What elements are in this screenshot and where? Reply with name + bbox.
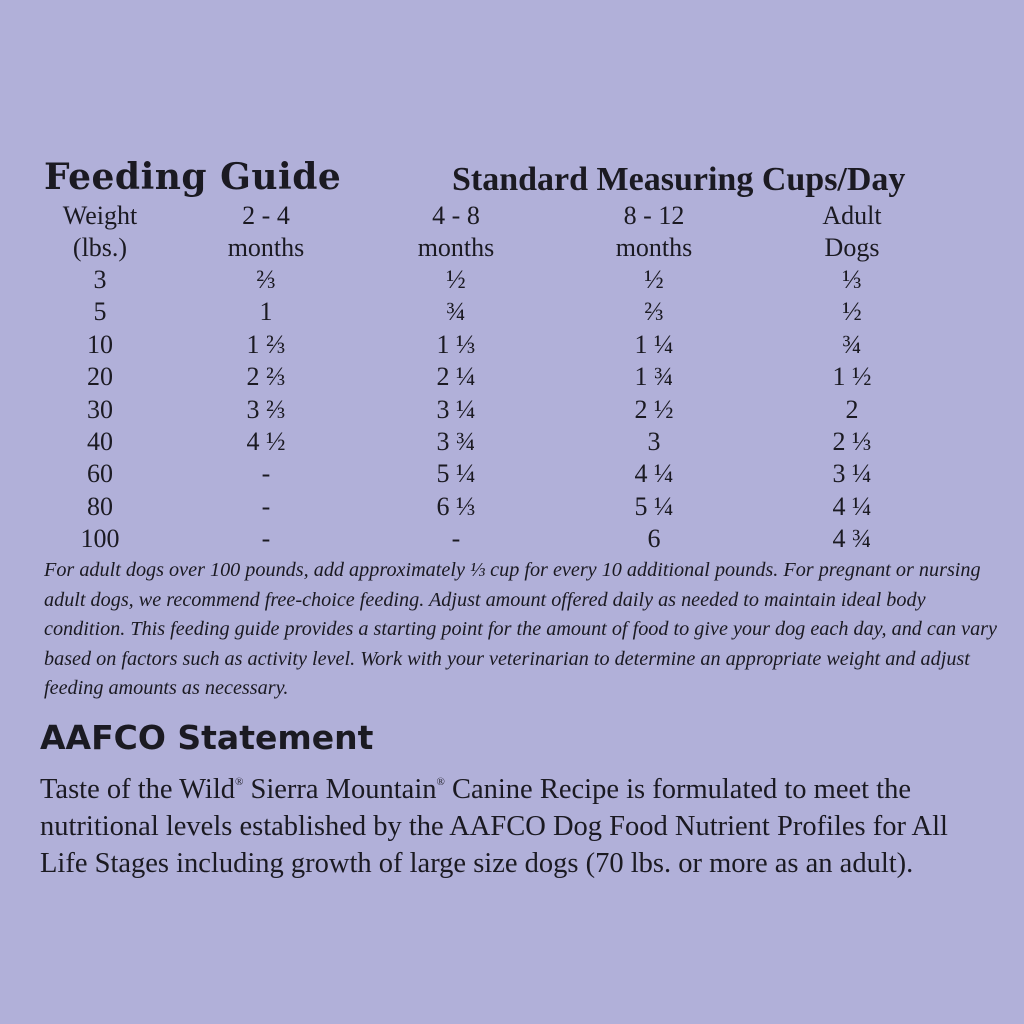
table-cell: 1 ⅔	[246, 329, 286, 359]
aafco-statement-body	[40, 764, 1000, 882]
table-cell: 1 ¼	[634, 329, 674, 359]
table-cell: 6	[647, 524, 661, 554]
table-cell: -	[451, 524, 461, 554]
table-cell: 3 ¼	[832, 459, 872, 489]
table-cell: 4 ¾	[832, 524, 872, 554]
column-header: 2 - 4 months	[227, 201, 305, 262]
table-cell: 100	[80, 524, 120, 554]
table-cell: ⅓	[842, 265, 862, 294]
table-cell: 10	[87, 329, 113, 359]
aafco-statement-title: AAFCO Statement	[40, 718, 374, 757]
table-cell: 3	[93, 265, 107, 294]
table-cell: -	[261, 491, 271, 521]
table-cell: 1 ⅓	[436, 329, 476, 359]
table-cell: ¾	[446, 297, 466, 327]
age-2-4-months-column	[186, 200, 346, 556]
table-cell: 2 ⅓	[832, 426, 872, 456]
table-cell: 6 ⅓	[436, 491, 476, 521]
table-cell: 60	[87, 459, 113, 489]
table-cell: 5 ¼	[436, 459, 476, 489]
table-cell: 1	[259, 297, 273, 327]
aafco-body-text: Canine Recipe is formulated to meet the nutritional levels established by the AAFCO Dog Food Nutrient Profiles for All Life Stages including growth of large size dogs (70 lbs. or more as an adult).	[40, 774, 948, 879]
table-cell: 40	[87, 426, 113, 456]
table-cell: 3	[647, 426, 661, 456]
table-cell: -	[261, 459, 271, 489]
table-cell: 2 ½	[634, 394, 674, 424]
table-cell: 3 ¾	[436, 426, 476, 456]
table-cell: ¾	[842, 329, 862, 359]
table-cell: 30	[87, 394, 113, 424]
table-cell: 80	[87, 491, 113, 521]
table-cell: 4 ½	[246, 426, 286, 456]
table-cell: ½	[842, 297, 862, 327]
table-cell: ⅔	[644, 297, 664, 327]
table-cell: ⅔	[256, 265, 276, 294]
table-cell: 3 ¼	[436, 394, 476, 424]
feeding-guide-title: Feeding Guide	[44, 156, 342, 198]
brand-name: Taste of the Wild	[40, 774, 235, 805]
column-header: Weight (lbs.)	[62, 201, 138, 262]
table-cell: 4 ¼	[832, 491, 872, 521]
table-cell: 4 ¼	[634, 459, 674, 489]
table-cell: 2	[845, 394, 859, 424]
column-header: Adult Dogs	[822, 201, 882, 262]
table-cell: ½	[446, 265, 466, 294]
feeding-note: For adult dogs over 100 pounds, add approximately ⅓ cup for every 10 additional pounds. For pregnant or nursing adult dogs, we recommend free-choice feeding. Adjust amount offered daily as needed to maintain ideal body condition. This feeding guide provides a starting point for the amount of food to give your dog each day, and can vary based on factors such as activity level. Work with your veterinarian to determine an appropriate weight and adjust feeding amounts as necessary.	[44, 559, 998, 699]
table-cell: 5 ¼	[634, 491, 674, 521]
table-cell: 5	[93, 297, 107, 327]
age-8-12-months-column	[574, 200, 734, 556]
measuring-cups-subtitle: Standard Measuring Cups/Day	[452, 161, 906, 198]
column-header: 4 - 8 months	[417, 201, 495, 262]
weight-column	[20, 200, 180, 556]
table-cell: ½	[644, 265, 664, 294]
product-name: Sierra Mountain	[250, 774, 437, 805]
table-cell: 20	[87, 362, 113, 392]
table-cell: -	[261, 524, 271, 554]
table-cell: 2 ⅔	[246, 362, 286, 392]
age-4-8-months-column	[376, 200, 536, 556]
table-cell: 1 ¾	[634, 362, 674, 392]
table-cell: 1 ½	[832, 362, 872, 392]
registered-mark: ®	[436, 776, 445, 788]
table-cell: 3 ⅔	[246, 394, 286, 424]
column-header: 8 - 12 months	[615, 201, 693, 262]
table-cell: 2 ¼	[436, 362, 476, 392]
registered-mark: ®	[235, 776, 244, 788]
adult-dogs-column	[772, 200, 932, 556]
